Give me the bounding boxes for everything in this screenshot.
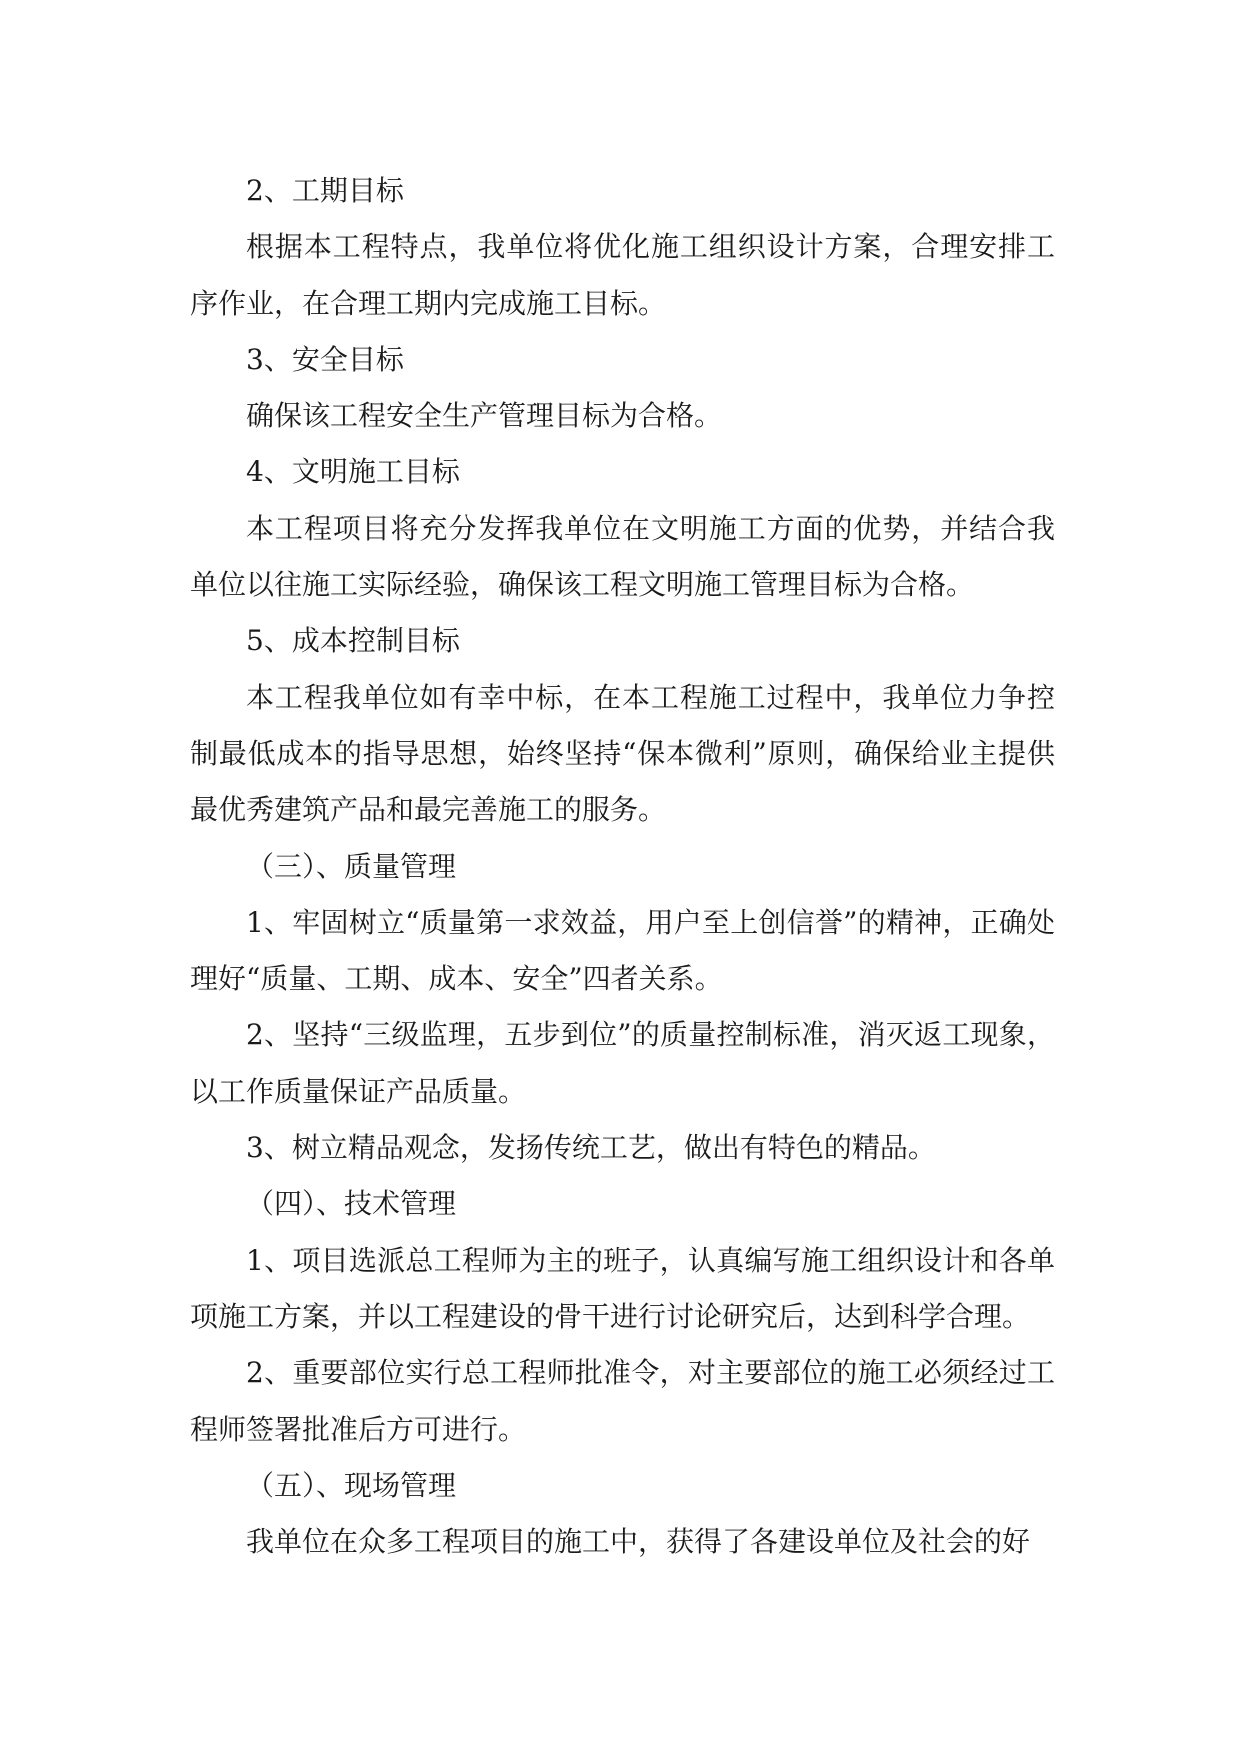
paragraph-quality-item-1: 1、牢固树立“质量第一求效益，用户至上创信誉”的精神，正确处理好“质量、工期、成本、安全”四者关系。 [190,905,1055,996]
document-body [190,163,1055,1570]
paragraph-safety-goal: 确保该工程安全生产管理目标为合格。 [246,399,723,433]
section-site-management: （五）、现场管理 [246,1468,457,1502]
paragraph-schedule-goal: 根据本工程特点，我单位将优化施工组织设计方案，合理安排工序作业，在合理工期内完成施工目标。 [190,230,1055,320]
heading-cost-control-goal: 5、成本控制目标 [246,624,460,658]
section-technical-management: （四）、技术管理 [246,1187,457,1221]
paragraph-cost-control-goal: 本工程我单位如有幸中标，在本工程施工过程中，我单位力争控制最低成本的指导思想，始终坚持“保本微利”原则，确保给业主提供最优秀建筑产品和最完善施工的服务。 [190,680,1055,827]
heading-schedule-goal: 2、工期目标 [246,174,404,207]
heading-civilized-construction-goal: 4、文明施工目标 [246,455,460,489]
paragraph-technical-item-1: 1、项目选派总工程师为主的班子，认真编写施工组织设计和各单项施工方案，并以工程建设的骨干进行讨论研究后，达到科学合理。 [190,1243,1055,1333]
paragraph-quality-item-3: 3、树立精品观念，发扬传统工艺，做出有特色的精品。 [246,1131,936,1165]
paragraph-site-management: 我单位在众多工程项目的施工中，获得了各建设单位及社会的好 [246,1525,1031,1559]
paragraph-quality-item-2: 2、坚持“三级监理，五步到位”的质量控制标准，消灭返工现象，以工作质量保证产品质量。 [190,1018,1055,1108]
section-quality-management: （三）、质量管理 [246,849,457,883]
heading-safety-goal: 3、安全目标 [246,342,404,376]
paragraph-civilized-construction-goal: 本工程项目将充分发挥我单位在文明施工方面的优势，并结合我单位以往施工实际经验，确保该工程文明施工管理目标为合格。 [190,511,1055,602]
paragraph-technical-item-2: 2、重要部位实行总工程师批准令，对主要部位的施工必须经过工程师签署批准后方可进行。 [190,1356,1055,1446]
